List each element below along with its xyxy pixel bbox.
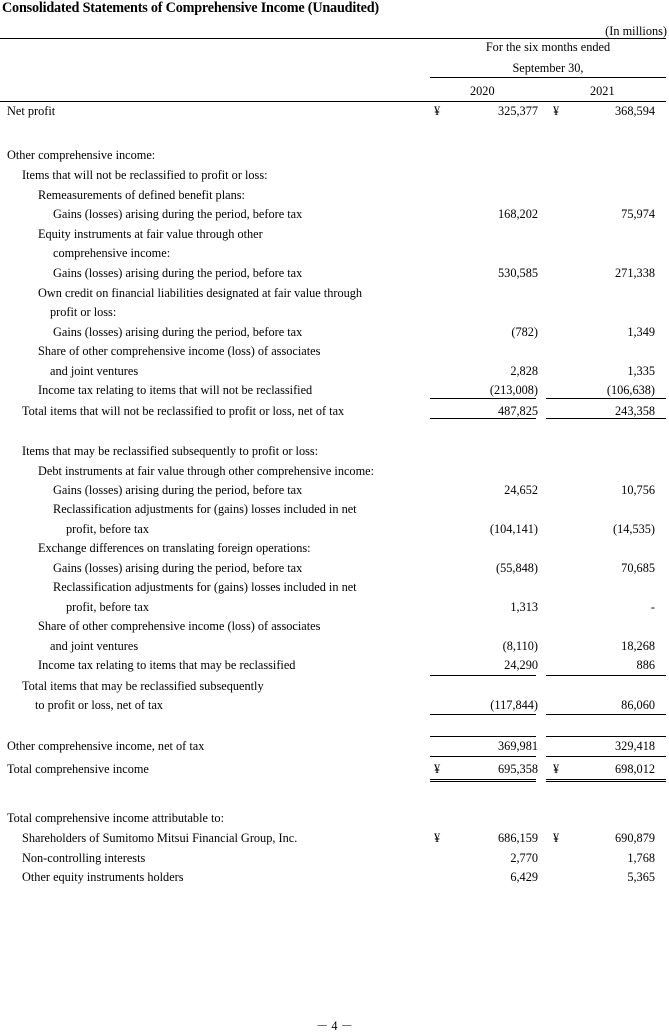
total-rule — [546, 714, 666, 715]
table-row — [0, 146, 669, 165]
subtotal-rule — [430, 398, 536, 399]
value-2020: (8,110) — [502, 639, 538, 653]
table-row — [0, 760, 669, 779]
value-2021: (14,535) — [612, 522, 655, 536]
value-2020: (782) — [511, 325, 538, 339]
row-label: Other comprehensive income: — [7, 148, 156, 162]
table-row — [0, 244, 669, 263]
value-2020: 686,159 — [498, 831, 538, 845]
value-2020: (55,848) — [495, 561, 538, 575]
period-header-line2: September 30, — [512, 61, 584, 75]
table-row — [0, 539, 669, 558]
page-title: Consolidated Statements of Comprehensive Income (Unaudited) — [2, 0, 379, 16]
value-2021: 86,060 — [621, 698, 655, 712]
period-header-underline — [430, 77, 666, 78]
value-2020: (104,141) — [489, 522, 538, 536]
period-header-line1: For the six months ended — [485, 40, 611, 54]
row-label: and joint ventures — [50, 364, 139, 378]
table-row — [0, 303, 669, 322]
table-row — [0, 264, 669, 283]
value-2021: 243,358 — [615, 404, 655, 418]
value-2021: 18,268 — [621, 639, 655, 653]
row-label: Other equity instruments holders — [22, 870, 184, 884]
table-row — [0, 617, 669, 636]
row-label: Reclassification adjustments for (gains) losses included in net — [53, 580, 357, 594]
table-row — [0, 186, 669, 205]
value-2020: 695,358 — [498, 762, 538, 776]
row-label: Total comprehensive income attributable to: — [7, 811, 224, 825]
row-label: Total items that may be reclassified subsequently — [22, 679, 264, 693]
table-row — [0, 520, 669, 539]
row-label: Share of other comprehensive income (loss) of associates — [38, 619, 321, 633]
row-label: Gains (losses) arising during the period, before tax — [53, 325, 303, 339]
table-row — [0, 225, 669, 244]
row-label: Items that will not be reclassified to profit or loss: — [22, 168, 268, 182]
value-2021: 698,012 — [615, 762, 655, 776]
table-row — [0, 442, 669, 461]
row-label: Exchange differences on translating foreign operations: — [38, 541, 311, 555]
value-2020: 24,652 — [504, 483, 538, 497]
value-2020: 168,202 — [498, 207, 538, 221]
subtotal-rule — [546, 675, 666, 676]
table-row — [0, 559, 669, 578]
row-label: Gains (losses) arising during the period, before tax — [53, 561, 303, 575]
total-rule — [430, 418, 536, 419]
value-2021: 5,365 — [627, 870, 655, 884]
value-2021: 1,335 — [627, 364, 655, 378]
value-2021: (106,638) — [606, 383, 655, 397]
row-label: Other comprehensive income, net of tax — [7, 739, 205, 753]
oci-top-rule — [430, 736, 536, 737]
table-row — [0, 809, 669, 828]
row-label: Net profit — [7, 104, 56, 118]
value-2020: 1,313 — [510, 600, 538, 614]
value-2021: 690,879 — [615, 831, 655, 845]
oci-bottom-rule — [430, 756, 536, 757]
row-label: profit, before tax — [66, 522, 149, 536]
row-label: profit or loss: — [50, 305, 117, 319]
value-2020: 6,429 — [510, 870, 538, 884]
value-2020: (117,844) — [490, 698, 538, 712]
value-2020: 325,377 — [498, 104, 538, 118]
table-row — [0, 578, 669, 597]
row-label: Items that may be reclassified subsequently to profit or loss: — [22, 444, 319, 458]
table-row — [0, 677, 669, 696]
table-row — [0, 500, 669, 519]
row-label: Reclassification adjustments for (gains) losses included in net — [53, 502, 357, 516]
value-2021: 75,974 — [621, 207, 655, 221]
grand-total-double-rule — [546, 779, 666, 782]
table-row — [0, 362, 669, 381]
row-label: Total items that will not be reclassified to profit or loss, net of tax — [22, 404, 345, 418]
value-2021: 271,338 — [615, 266, 655, 280]
table-row — [0, 849, 669, 868]
table-row — [0, 323, 669, 342]
table-row — [0, 284, 669, 303]
yen-symbol: ¥ — [553, 104, 560, 118]
row-label: Income tax relating to items that will not be reclassified — [38, 383, 313, 397]
year-2021-header: 2021 — [590, 84, 615, 98]
table-row — [0, 656, 669, 675]
table-row — [0, 166, 669, 185]
page-number: － 4 － — [316, 1019, 353, 1033]
table-row — [0, 829, 669, 848]
row-label: Income tax relating to items that may be reclassified — [38, 658, 296, 672]
table-row — [0, 637, 669, 656]
row-label: and joint ventures — [50, 639, 139, 653]
total-rule — [546, 418, 666, 419]
row-label: profit, before tax — [66, 600, 149, 614]
yen-symbol: ¥ — [434, 831, 441, 845]
table-row — [0, 696, 669, 715]
value-2020: 24,290 — [504, 658, 538, 672]
row-label: Gains (losses) arising during the period, before tax — [53, 207, 303, 221]
row-label: Non-controlling interests — [22, 851, 146, 865]
value-2021: 886 — [636, 658, 655, 672]
grand-total-double-rule — [430, 779, 536, 782]
table-row — [0, 868, 669, 887]
table-row — [0, 598, 669, 617]
yen-symbol: ¥ — [434, 762, 441, 776]
table-row — [0, 102, 669, 121]
oci-bottom-rule — [546, 756, 666, 757]
subtotal-rule — [546, 398, 666, 399]
row-label: Gains (losses) arising during the period, before tax — [53, 266, 303, 280]
row-label: to profit or loss, net of tax — [35, 698, 164, 712]
row-label: Gains (losses) arising during the period, before tax — [53, 483, 303, 497]
row-label: comprehensive income: — [53, 246, 171, 260]
row-label: Share of other comprehensive income (loss) of associates — [38, 344, 321, 358]
total-rule — [430, 714, 536, 715]
table-row — [0, 462, 669, 481]
value-2021: - — [650, 600, 655, 614]
row-label: Debt instruments at fair value through other comprehensive income: — [38, 464, 375, 478]
value-2020: 369,981 — [498, 739, 538, 753]
value-2021: 368,594 — [615, 104, 655, 118]
yen-symbol: ¥ — [434, 104, 441, 118]
row-label: Remeasurements of defined benefit plans: — [38, 188, 245, 202]
oci-top-rule — [546, 736, 666, 737]
value-2021: 70,685 — [621, 561, 655, 575]
value-2020: 2,828 — [510, 364, 538, 378]
year-2020-header: 2020 — [470, 84, 495, 98]
value-2020: 2,770 — [510, 851, 538, 865]
row-label: Own credit on financial liabilities designated at fair value through — [38, 286, 363, 300]
table-row — [0, 481, 669, 500]
table-row — [0, 342, 669, 361]
table-row — [0, 205, 669, 224]
row-label: Shareholders of Sumitomo Mitsui Financial Group, Inc. — [22, 831, 298, 845]
value-2021: 1,768 — [627, 851, 655, 865]
value-2021: 1,349 — [627, 325, 655, 339]
value-2021: 329,418 — [615, 739, 655, 753]
value-2020: (213,008) — [489, 383, 538, 397]
unit-note: (In millions) — [605, 24, 667, 38]
value-2021: 10,756 — [621, 483, 655, 497]
value-2020: 530,585 — [498, 266, 538, 280]
top-rule — [0, 38, 666, 39]
row-label: Equity instruments at fair value through other — [38, 227, 263, 241]
subtotal-rule — [430, 675, 536, 676]
value-2020: 487,825 — [498, 404, 538, 418]
row-label: Total comprehensive income — [7, 762, 149, 776]
table-row — [0, 737, 669, 756]
yen-symbol: ¥ — [553, 831, 560, 845]
yen-symbol: ¥ — [553, 762, 560, 776]
